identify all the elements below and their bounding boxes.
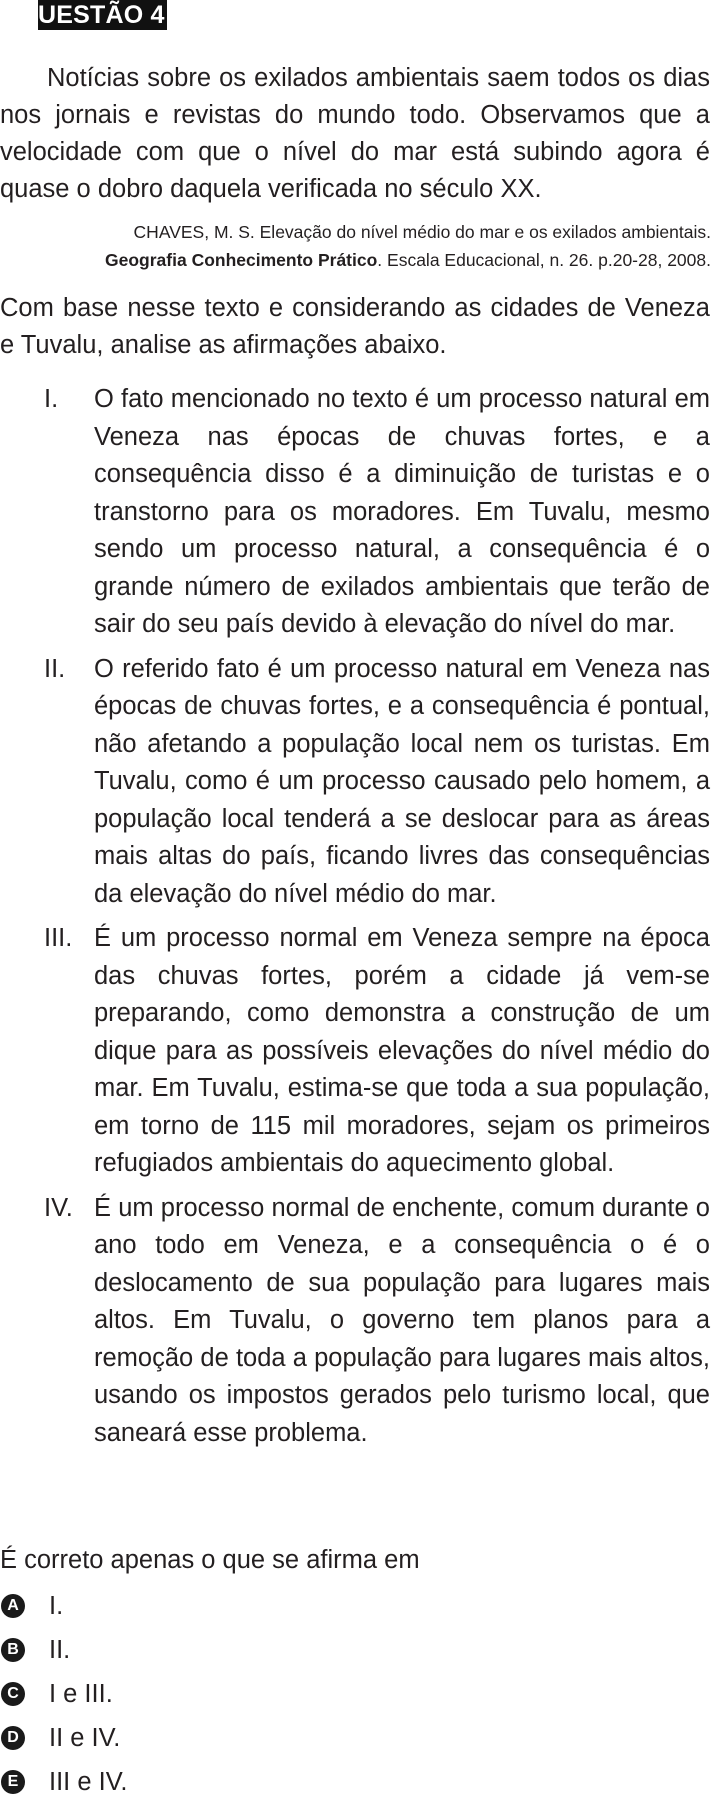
citation-line-1: CHAVES, M. S. Elevação do nível médio do mar e os exilados ambientais. [133, 222, 711, 242]
option-letter-badge: D [1, 1726, 25, 1750]
statement-text: O fato mencionado no texto é um processo natural em Veneza nas épocas de chuvas fortes, e a consequência disso é a diminuição de turistas e o transtorno para os moradores. Em Tuvalu, mesmo sendo um processo natural, a consequência é o grande número de exilados ambientais que terão de sair do seu país devido à elevação do nível do mar. [94, 385, 710, 638]
option-label: III e IV. [49, 1768, 128, 1796]
option-e[interactable] [0, 1766, 713, 1810]
statements-list [0, 381, 713, 1459]
question-stem: Com base nesse texto e considerando as cidades de Veneza e Tuvalu, analise as afirmações abaixo. [0, 294, 710, 359]
statement-number: III. [44, 924, 73, 952]
statement-text: O referido fato é um processo natural em Veneza nas épocas de chuvas fortes, e a consequência é pontual, não afetando a população local nem os turistas. Em Tuvalu, como é um processo causado pelo homem, a população local tenderá a se deslocar para as áreas mais altas do país, ficando livres das consequências da elevação do nível médio do mar. [94, 654, 710, 908]
citation [11, 218, 711, 274]
question-header: UESTÃO 4 [38, 1, 165, 29]
option-letter-badge: A [1, 1594, 25, 1618]
statement-number: IV. [44, 1193, 73, 1222]
option-letter-badge: E [1, 1770, 25, 1794]
option-label: I. [49, 1592, 64, 1620]
option-b[interactable] [0, 1634, 713, 1678]
question-prompt: É correto apenas o que se afirma em [0, 1546, 420, 1574]
intro-paragraph: Notícias sobre os exilados ambientais saem todos os dias nos jornais e revistas do mundo todo. Observamos que a velocidade com que o nível do mar está subindo agora é quase o dobro daquela verificada no século XX. [0, 64, 710, 203]
option-letter-badge: B [1, 1638, 25, 1662]
option-a[interactable] [0, 1590, 713, 1634]
option-label: II. [49, 1636, 71, 1664]
citation-source-details: . Escala Educacional, n. 26. p.20-28, 2008. [377, 250, 711, 270]
statement-number: II. [44, 654, 66, 683]
statement-item [0, 651, 713, 914]
option-label: II e IV. [49, 1724, 121, 1752]
statement-item [0, 920, 713, 1183]
answer-options [0, 1590, 713, 1810]
statement-item [0, 1190, 713, 1453]
option-d[interactable] [0, 1722, 713, 1766]
citation-source-title: Geografia Conhecimento Prático [105, 250, 378, 270]
option-letter-badge: C [1, 1682, 25, 1706]
statement-text: É um processo normal de enchente, comum durante o ano todo em Veneza, e a consequência o é o deslocamento de sua população para lugares mais altos. Em Tuvalu, o governo tem planos para a remoção de toda a população para lugares mais altos, usando os impostos gerados pelo turismo local, que saneará esse problema. [94, 1193, 710, 1447]
statement-item [0, 381, 713, 644]
option-c[interactable] [0, 1678, 713, 1722]
option-label: I e III. [49, 1680, 113, 1708]
statement-number: I. [44, 385, 59, 413]
statement-text: É um processo normal em Veneza sempre na época das chuvas fortes, porém a cidade já vem-se preparando, como demonstra a construção de um dique para as possíveis elevações do nível médio do mar. Em Tuvalu, estima-se que toda a sua população, em torno de 115 mil moradores, sejam os primeiros refugiados ambientais do aquecimento global. [94, 924, 710, 1177]
